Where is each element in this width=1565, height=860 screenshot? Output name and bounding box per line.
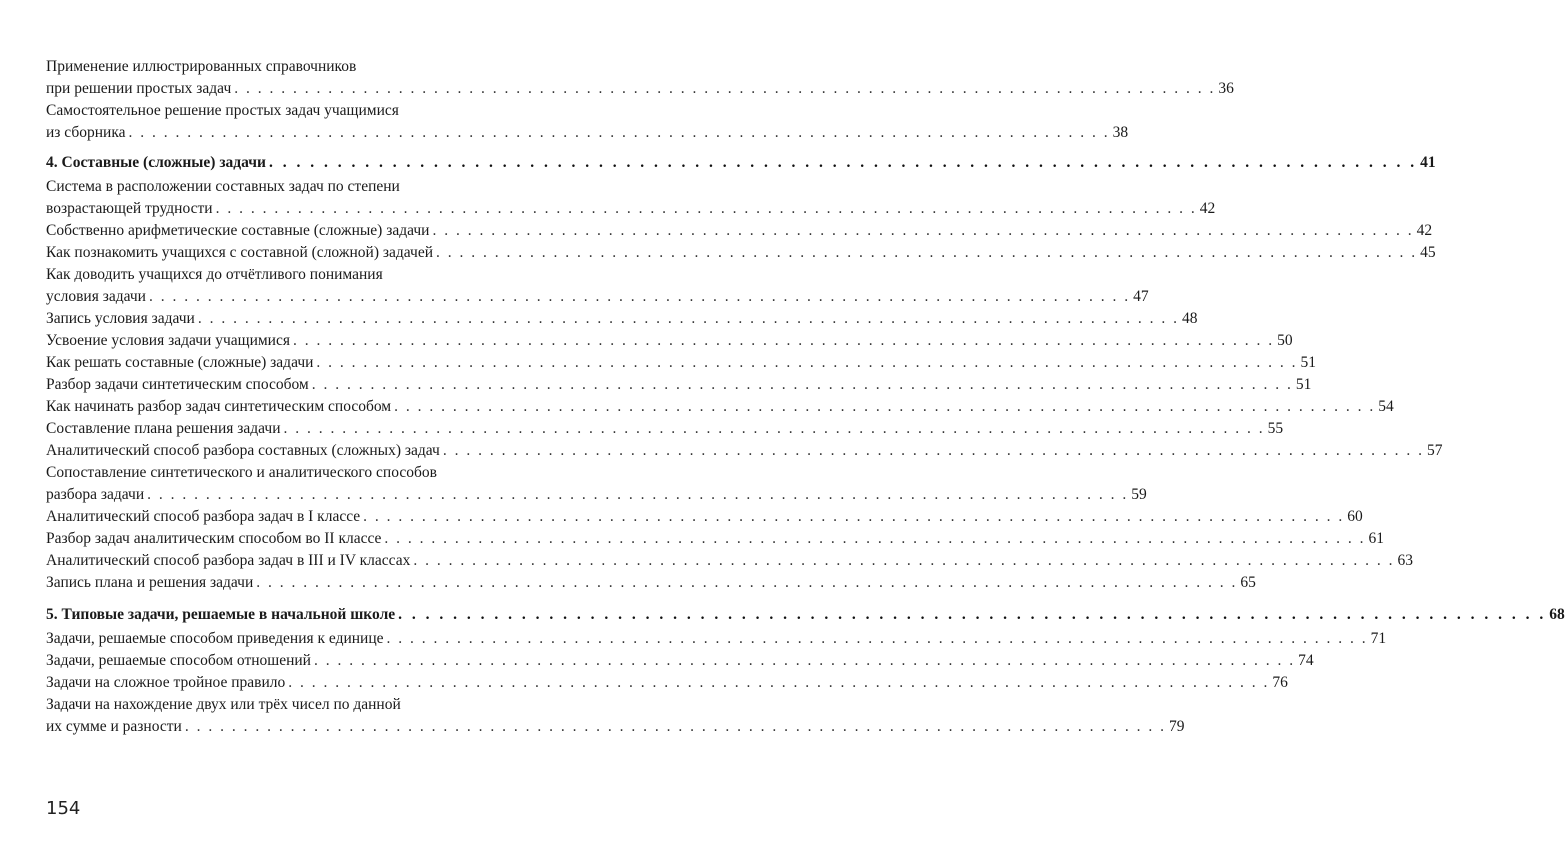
- dot-leader: . . . . . . . . . . . . . . . . . . . . . . . . . . . . . . . . . . . . . . . . . . . . . . . . . . . . . . . . . . . . . . . . . . . . . . . . . . . . . . . . . . . .: [413, 552, 1395, 569]
- toc-entry-text: Как начинать разбор задач синтетическим способом: [46, 398, 392, 415]
- toc-entry-text: Самостоятельное решение простых задач учащимися: [46, 102, 399, 119]
- toc-entry-text: Аналитический способ разбора задач в III и IV классах: [46, 552, 411, 569]
- toc-entry: [46, 396, 1394, 418]
- dot-leader: . . . . . . . . . . . . . . . . . . . . . . . . . . . . . . . . . . . . . . . . . . . . . . . . . . . . . . . . . . . . . . . . . . . . . . . . . . . . . . . . . . . .: [148, 288, 1131, 305]
- toc-page-number: 63: [1397, 552, 1413, 569]
- toc-entry: [46, 694, 1185, 738]
- toc-entry: [46, 506, 1363, 528]
- toc-entry-text: Сопоставление синтетического и аналитического способов: [46, 464, 437, 481]
- toc-entry-text: Усвоение условия задачи учащимися: [46, 332, 290, 349]
- toc-page-number: 79: [1168, 718, 1185, 735]
- dot-leader: . . . . . . . . . . . . . . . . . . . . . . . . . . . . . . . . . . . . . . . . . . . . . . . . . . . . . . . . . . . . . . . . . . . . . . . . . . . . . . . . . . . .: [256, 574, 1238, 591]
- toc-entry-text: Аналитический способ разбора задач в I классе: [46, 508, 361, 525]
- toc-entry-text: Собственно арифметические составные (сложные) задачи: [46, 222, 430, 239]
- toc-page-number: 38: [1112, 124, 1129, 141]
- toc-entry-text: возрастающей трудности: [46, 200, 213, 217]
- toc-entry: [46, 308, 1198, 330]
- toc-entry-text: Разбор задач аналитическим способом во II классе: [46, 530, 382, 547]
- toc-page-number: 50: [1277, 332, 1293, 349]
- toc-page-number: 55: [1267, 420, 1284, 437]
- toc-entry: [46, 176, 1216, 220]
- toc-page-number: 54: [1378, 398, 1394, 415]
- toc-entry-text: Задачи, решаемые способом приведения к единице: [46, 630, 384, 647]
- toc-entry: [46, 352, 1317, 374]
- dot-leader: . . . . . . . . . . . . . . . . . . . . . . . . . . . . . . . . . . . . . . . . . . . . . . . . . . . . . . . . . . . . . . . . . . . . . . . . . . . . . . . . . . . .: [394, 398, 1376, 415]
- toc-entry: [46, 242, 1436, 264]
- toc-entry: [46, 418, 1284, 440]
- toc-entry-text: Система в расположении составных задач по степени: [46, 178, 400, 195]
- toc-section-heading: [46, 152, 1436, 174]
- dot-leader: . . . . . . . . . . . . . . . . . . . . . . . . . . . . . . . . . . . . . . . . . . . . . . . . . . . . . . . . . . . . . . . . . . . . . . . . . . . . . . . . . . . .: [316, 354, 1298, 371]
- toc-entry-text: Аналитический способ разбора составных (сложных) задач: [46, 442, 440, 459]
- toc-entry-text: из сборника: [46, 124, 126, 141]
- toc-entry: [46, 440, 1443, 462]
- toc-entry: [46, 628, 1387, 650]
- toc-page-number: 68: [1549, 606, 1565, 623]
- dot-leader: . . . . . . . . . . . . . . . . . . . . . . . . . . . . . . . . . . . . . . . . . . . . . . . . . . . . . . . . . . . . . . . . . . . . . . . . . . . . . . . . . . . .: [442, 442, 1424, 459]
- dot-leader: . . . . . . . . . . . . . . . . . . . . . . . . . . . . . . . . . . . . . . . . . . . . . . . . . . . . . . . . . . . . . . . . . . . . . . . . . . . . . . . . . . . .: [398, 606, 1547, 623]
- toc-entry: [46, 572, 1256, 594]
- toc-entry-text: условия задачи: [46, 288, 146, 305]
- dot-leader: . . . . . . . . . . . . . . . . . . . . . . . . . . . . . . . . . . . . . . . . . . . . . . . . . . . . . . . . . . . . . . . . . . . . . . . . . . . . . . . . . . . .: [363, 508, 1345, 525]
- toc-entry-text: 4. Составные (сложные) задачи: [46, 154, 266, 171]
- table-of-contents: [46, 56, 1565, 738]
- dot-leader: . . . . . . . . . . . . . . . . . . . . . . . . . . . . . . . . . . . . . . . . . . . . . . . . . . . . . . . . . . . . . . . . . . . . . . . . . . . . . . . . . . . .: [184, 718, 1166, 735]
- toc-entry: [46, 550, 1413, 572]
- toc-entry: [46, 330, 1293, 352]
- dot-leader: . . . . . . . . . . . . . . . . . . . . . . . . . . . . . . . . . . . . . . . . . . . . . . . . . . . . . . . . . . . . . . . . . . . . . . . . . . . . . . . . . . . .: [283, 420, 1265, 437]
- toc-page-number: 42: [1199, 200, 1216, 217]
- toc-entry-text: Составление плана решения задачи: [46, 420, 281, 437]
- toc-entry: [46, 100, 1129, 144]
- toc-page-number: 41: [1420, 154, 1436, 171]
- toc-page-number: 36: [1218, 80, 1234, 97]
- dot-leader: . . . . . . . . . . . . . . . . . . . . . . . . . . . . . . . . . . . . . . . . . . . . . . . . . . . . . . . . . . . . . . . . . . . . . . . . . . . . . . . . . . . .: [234, 80, 1216, 97]
- dot-leader: . . . . . . . . . . . . . . . . . . . . . . . . . . . . . . . . . . . . . . . . . . . . . . . . . . . . . . . . . . . . . . . . . . . . . . . . . . . . . . . . . . . .: [147, 486, 1129, 503]
- toc-entry: [46, 56, 1234, 100]
- dot-leader: . . . . . . . . . . . . . . . . . . . . . . . . . . . . . . . . . . . . . . . . . . . . . . . . . . . . . . . . . . . . . . . . . . . . . . . . . . . . . . . . . . . .: [215, 200, 1197, 217]
- toc-page-number: 60: [1347, 508, 1363, 525]
- toc-entry-text: при решении простых задач: [46, 80, 232, 97]
- toc-entry-text: Как доводить учащихся до отчётливого понимания: [46, 266, 383, 283]
- toc-page-number: 65: [1240, 574, 1256, 591]
- dot-leader: . . . . . . . . . . . . . . . . . . . . . . . . . . . . . . . . . . . . . . . . . . . . . . . . . . . . . . . . . . . . . . . . . . . . . . . . . . . . . . . . . . . .: [386, 630, 1368, 647]
- toc-page-number: 42: [1416, 222, 1433, 239]
- toc-page-number: 74: [1298, 652, 1314, 669]
- toc-entry-text: их сумме и разности: [46, 718, 182, 735]
- toc-page-number: 76: [1272, 674, 1288, 691]
- toc-page-number: 48: [1181, 310, 1198, 327]
- toc-entry: [46, 650, 1314, 672]
- toc-page-number: 61: [1368, 530, 1385, 547]
- toc-entry-text: Разбор задачи синтетическим способом: [46, 376, 309, 393]
- toc-entry: [46, 672, 1288, 694]
- toc-entry-text: Как решать составные (сложные) задачи: [46, 354, 314, 371]
- toc-entry: [46, 220, 1433, 242]
- page-number: 154: [46, 798, 81, 819]
- toc-entry-text: 5. Типовые задачи, решаемые в начальной школе: [46, 606, 396, 623]
- dot-leader: . . . . . . . . . . . . . . . . . . . . . . . . . . . . . . . . . . . . . . . . . . . . . . . . . . . . . . . . . . . . . . . . . . . . . . . . . . . . . . . . . . . .: [268, 154, 1418, 171]
- toc-page-number: 59: [1131, 486, 1147, 503]
- toc-page-number: 45: [1420, 244, 1436, 261]
- toc-entry-text: Задачи, решаемые способом отношений: [46, 652, 311, 669]
- dot-leader: . . . . . . . . . . . . . . . . . . . . . . . . . . . . . . . . . . . . . . . . . . . . . . . . . . . . . . . . . . . . . . . . . . . . . . . . . . . . . . . . . . . .: [292, 332, 1275, 349]
- dot-leader: . . . . . . . . . . . . . . . . . . . . . . . . . . . . . . . . . . . . . . . . . . . . . . . . . . . . . . . . . . . . . . . . . . . . . . . . . . . . . . . . . . . .: [436, 244, 1418, 261]
- dot-leader: . . . . . . . . . . . . . . . . . . . . . . . . . . . . . . . . . . . . . . . . . . . . . . . . . . . . . . . . . . . . . . . . . . . . . . . . . . . . . . . . . . . .: [432, 222, 1414, 239]
- toc-entry-text: Задачи на нахождение двух или трёх чисел по данной: [46, 696, 401, 713]
- dot-leader: . . . . . . . . . . . . . . . . . . . . . . . . . . . . . . . . . . . . . . . . . . . . . . . . . . . . . . . . . . . . . . . . . . . . . . . . . . . . . . . . . . . .: [288, 674, 1270, 691]
- toc-entry-text: Задачи на сложное тройное правило: [46, 674, 286, 691]
- toc-section-heading: [46, 604, 1565, 626]
- toc-page-number: 47: [1133, 288, 1149, 305]
- dot-leader: . . . . . . . . . . . . . . . . . . . . . . . . . . . . . . . . . . . . . . . . . . . . . . . . . . . . . . . . . . . . . . . . . . . . . . . . . . . . . . . . . . . .: [128, 124, 1110, 141]
- toc-page-number: 51: [1295, 376, 1312, 393]
- dot-leader: . . . . . . . . . . . . . . . . . . . . . . . . . . . . . . . . . . . . . . . . . . . . . . . . . . . . . . . . . . . . . . . . . . . . . . . . . . . . . . . . . . . .: [311, 376, 1293, 393]
- toc-entry: [46, 264, 1149, 308]
- toc-entry-text: Применение иллюстрированных справочников: [46, 58, 357, 75]
- toc-page-number: 51: [1300, 354, 1317, 371]
- toc-entry-text: Как познакомить учащихся с составной (сложной) задачей: [46, 244, 433, 261]
- dot-leader: . . . . . . . . . . . . . . . . . . . . . . . . . . . . . . . . . . . . . . . . . . . . . . . . . . . . . . . . . . . . . . . . . . . . . . . . . . . . . . . . . . . .: [384, 530, 1366, 547]
- toc-entry-text: Запись плана и решения задачи: [46, 574, 254, 591]
- toc-entry: [46, 462, 1147, 506]
- toc-entry-text: разбора задачи: [46, 486, 145, 503]
- toc-page-number: 57: [1426, 442, 1443, 459]
- toc-page-number: 71: [1370, 630, 1387, 647]
- toc-entry: [46, 528, 1385, 550]
- dot-leader: . . . . . . . . . . . . . . . . . . . . . . . . . . . . . . . . . . . . . . . . . . . . . . . . . . . . . . . . . . . . . . . . . . . . . . . . . . . . . . . . . . . .: [197, 310, 1179, 327]
- toc-entry-text: Запись условия задачи: [46, 310, 195, 327]
- toc-entry: [46, 374, 1312, 396]
- dot-leader: . . . . . . . . . . . . . . . . . . . . . . . . . . . . . . . . . . . . . . . . . . . . . . . . . . . . . . . . . . . . . . . . . . . . . . . . . . . . . . . . . . . .: [313, 652, 1296, 669]
